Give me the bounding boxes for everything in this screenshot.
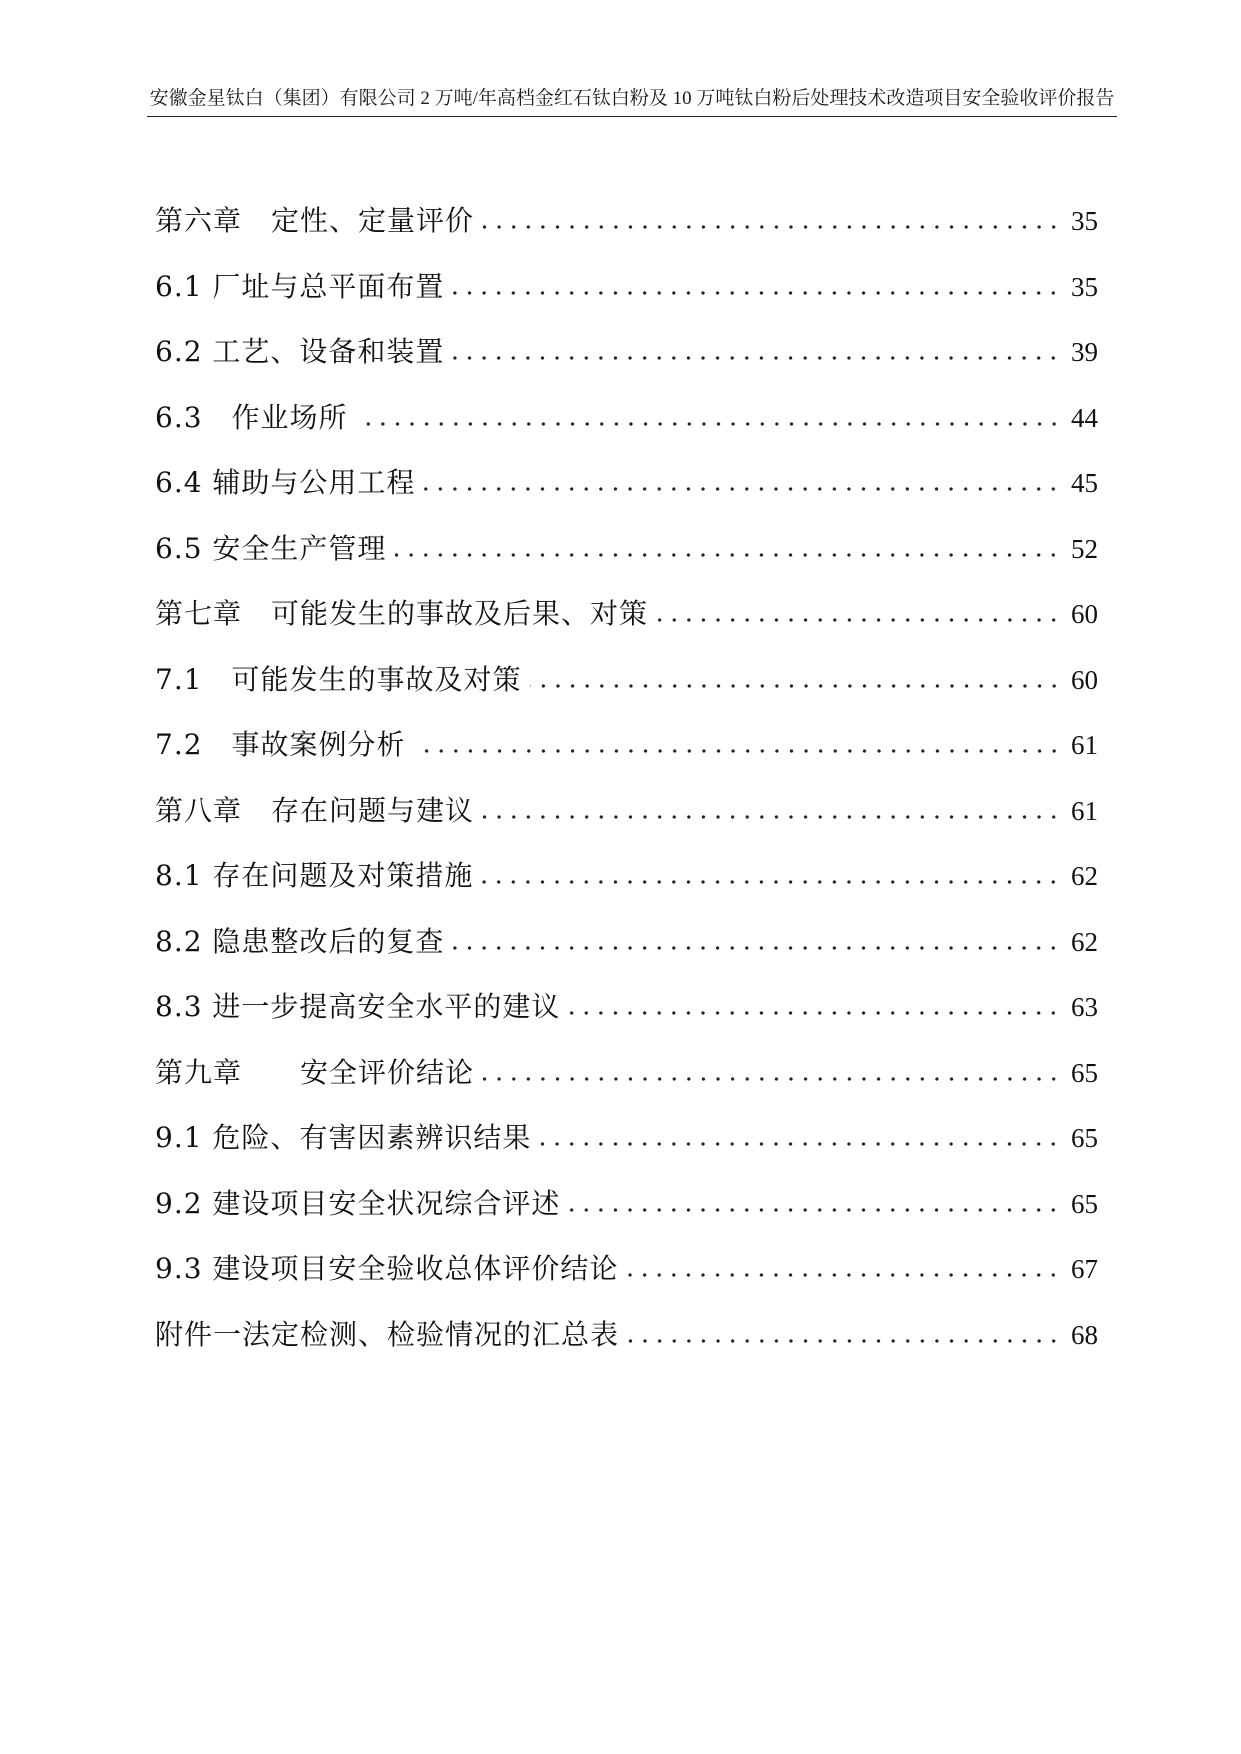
dot-leader (423, 486, 1061, 492)
dot-leader (656, 617, 1061, 623)
toc-entry[interactable] (155, 1236, 1098, 1302)
toc-entry-title: 8.3 进一步提高安全水平的建议 (155, 990, 561, 1023)
dot-leader (356, 421, 1061, 427)
toc-entry-page-number: 39 (1071, 337, 1098, 367)
dot-leader (568, 1010, 1061, 1016)
toc-entry-page-number: 65 (1071, 1057, 1098, 1088)
toc-entry-page-number: 68 (1071, 1319, 1098, 1350)
toc-entry-title: 第九章 安全评价结论 (155, 1055, 475, 1089)
toc-entry[interactable] (155, 843, 1098, 909)
dot-leader (568, 1207, 1061, 1213)
toc-entry-title: 9.3 建设项目安全验收总体评价结论 (155, 1252, 619, 1285)
toc-entry-page-number: 35 (1071, 271, 1098, 302)
toc-entry-page-number: 67 (1071, 1254, 1098, 1284)
toc-entry-page-number: 62 (1071, 861, 1098, 891)
toc-entry-page-number: 65 (1071, 1123, 1098, 1153)
toc-entry-page-number: 35 (1071, 206, 1098, 236)
toc-entry-title: 8.2 隐患整改后的复查 (155, 924, 445, 958)
toc-entry-title: 第七章 可能发生的事故及后果、对策 (155, 597, 649, 630)
toc-entry-title: 附件一法定检测、检验情况的汇总表 (155, 1317, 620, 1351)
dot-leader (414, 748, 1061, 754)
toc-entry[interactable] (155, 1171, 1098, 1237)
toc-entry-title: 6.3 作业场所 (155, 400, 348, 434)
toc-entry-page-number: 52 (1071, 533, 1098, 564)
toc-entry-title: 6.1 厂址与总平面布置 (155, 269, 445, 303)
dot-leader (530, 683, 1061, 689)
dot-leader (627, 1338, 1061, 1344)
toc-entry-page-number: 62 (1071, 926, 1098, 957)
toc-entry-title: 7.1 可能发生的事故及对策 (155, 662, 522, 696)
toc-entry-page-number: 44 (1071, 402, 1098, 433)
toc-entry[interactable] (155, 385, 1098, 451)
toc-entry[interactable] (155, 712, 1098, 778)
toc-entry[interactable] (155, 778, 1098, 844)
toc-entry-page-number: 61 (1071, 730, 1098, 760)
running-header: 安徽金星钛白（集团）有限公司 2 万吨/年高档金红石钛白粉及 10 万吨钛白粉后处理技术改造项目安全验收评价报告 (149, 88, 1115, 109)
toc-entry[interactable] (155, 450, 1098, 516)
dot-leader (481, 879, 1061, 885)
toc-entry[interactable] (155, 188, 1098, 254)
dot-leader (482, 814, 1061, 820)
toc-entry-page-number: 45 (1071, 468, 1098, 498)
dot-leader (452, 355, 1061, 361)
toc-entry-page-number: 60 (1071, 664, 1098, 695)
dot-leader (626, 1272, 1061, 1278)
toc-entry[interactable] (155, 974, 1098, 1040)
toc-entry[interactable] (155, 909, 1098, 975)
dot-leader (539, 1141, 1061, 1147)
toc-entry-title: 6.4 辅助与公用工程 (155, 466, 416, 499)
toc-entry-page-number: 61 (1071, 795, 1098, 826)
toc-entry[interactable] (155, 1040, 1098, 1106)
toc-entry-title: 6.2 工艺、设备和装置 (155, 335, 445, 368)
toc-entry-title: 6.5 安全生产管理 (155, 531, 387, 565)
header-rule (147, 116, 1117, 117)
toc-entry-page-number: 63 (1071, 992, 1098, 1022)
toc-entry-title: 7.2 事故案例分析 (155, 728, 406, 761)
toc-entry-title: 第八章 存在问题与建议 (155, 793, 475, 827)
toc-entry-page-number: 60 (1071, 599, 1098, 629)
dot-leader (452, 945, 1061, 951)
dot-leader (482, 1076, 1061, 1082)
toc-entry[interactable] (155, 516, 1098, 582)
toc-entry-title: 9.1 危险、有害因素辨识结果 (155, 1121, 532, 1154)
toc-entry[interactable] (155, 1302, 1098, 1368)
toc-entry[interactable] (155, 1105, 1098, 1171)
table-of-contents (155, 188, 1098, 1367)
toc-entry[interactable] (155, 319, 1098, 385)
toc-entry-title: 第六章 定性、定量评价 (155, 204, 475, 237)
toc-entry[interactable] (155, 254, 1098, 320)
toc-entry[interactable] (155, 647, 1098, 713)
toc-entry-title: 8.1 存在问题及对策措施 (155, 859, 474, 892)
dot-leader (482, 224, 1061, 230)
toc-entry-page-number: 65 (1071, 1188, 1098, 1219)
toc-entry[interactable] (155, 581, 1098, 647)
dot-leader (452, 290, 1061, 296)
toc-entry-title: 9.2 建设项目安全状况综合评述 (155, 1186, 561, 1220)
dot-leader (394, 552, 1061, 558)
